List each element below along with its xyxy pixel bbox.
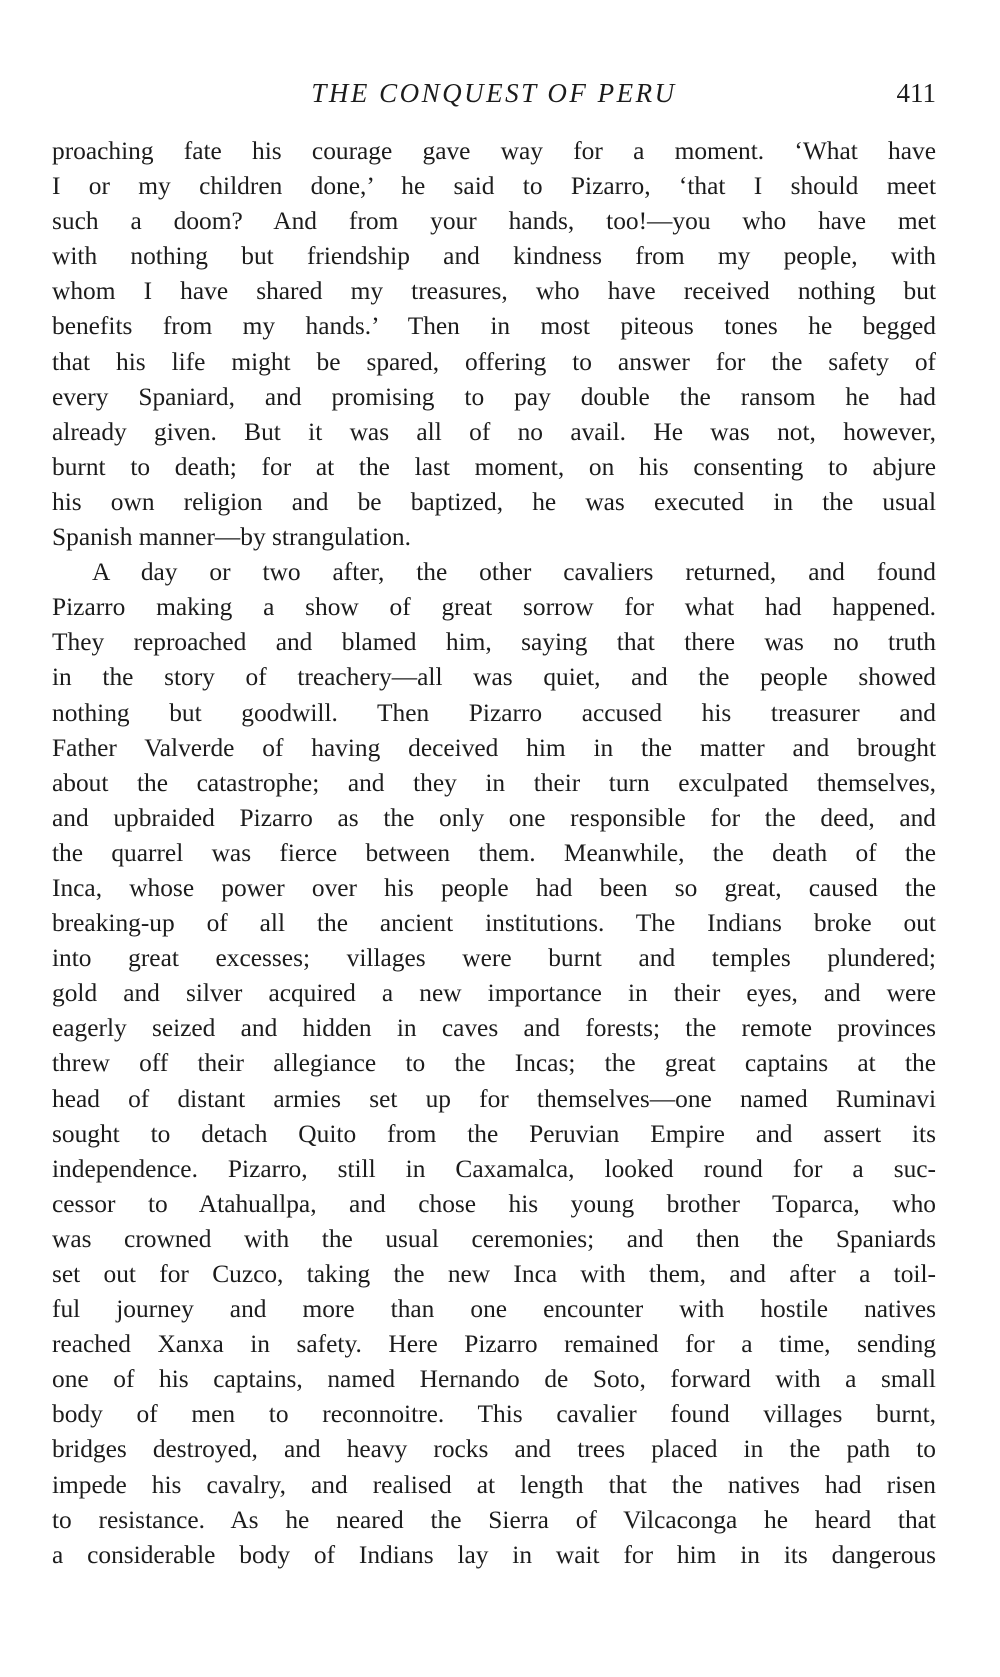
text-line: and upbraided Pizarro as the only one responsible for the deed, and [52,803,936,832]
text-line: Pizarro making a show of great sorrow for what had happened. [52,593,936,622]
text-line: bridges destroyed, and heavy rocks and trees placed in the path to [52,1435,936,1464]
text-line: Father Valverde of having deceived him in the matter and brought [52,733,936,762]
text-line: They reproached and blamed him, saying that there was no truth [52,628,936,657]
text-line: Inca, whose power over his people had been so great, caused the [52,873,936,902]
text-line: such a doom? And from your hands, too!—you who have met [52,207,936,236]
text-line: threw off their allegiance to the Incas; the great captains at the [52,1049,936,1078]
text-line: that his life might be spared, offering to answer for the safety of [52,347,936,376]
text-line: one of his captains, named Hernando de Soto, forward with a small [52,1365,936,1394]
text-line: cessor to Atahuallpa, and chose his young brother Toparca, who [52,1189,936,1218]
text-line: into great excesses; villages were burnt and temples plundered; [52,944,936,973]
text-line: his own religion and be baptized, he was executed in the usual [52,487,936,516]
text-line: head of distant armies set up for themselves—one named Ruminavi [52,1084,936,1113]
text-line: about the catastrophe; and they in their turn exculpated themselves, [52,768,936,797]
text-line: sought to detach Quito from the Peruvian Empire and assert its [52,1119,936,1148]
text-line: every Spaniard, and promising to pay double the ransom he had [52,382,936,411]
book-page [52,70,936,1573]
text-line: already given. But it was all of no avail. He was not, however, [52,417,936,446]
running-header [52,70,936,116]
body-text [52,134,936,1573]
text-line: Spanish manner—by strangulation. [52,523,411,552]
text-line: gold and silver acquired a new importance in their eyes, and were [52,979,936,1008]
text-line: ful journey and more than one encounter with hostile natives [52,1295,936,1324]
text-line: in the story of treachery—all was quiet, and the people showed [52,663,936,692]
page-number: 411 [896,78,936,108]
paragraph-2 [52,555,936,1573]
text-line: breaking-up of all the ancient institutions. The Indians broke out [52,909,936,938]
running-title: THE CONQUEST OF PERU [311,78,677,108]
text-line: independence. Pizarro, still in Caxamalca, looked round for a suc- [52,1154,936,1183]
text-line: a considerable body of Indians lay in wait for him in its dangerous [52,1540,936,1569]
paragraph-1 [52,134,936,555]
text-line: eagerly seized and hidden in caves and forests; the remote provinces [52,1014,936,1043]
text-line: A day or two after, the other cavaliers returned, and found [92,558,936,587]
text-line: was crowned with the usual ceremonies; and then the Spaniards [52,1224,936,1253]
text-line: body of men to reconnoitre. This cavalier found villages burnt, [52,1400,936,1429]
text-line: impede his cavalry, and realised at length that the natives had risen [52,1470,936,1499]
text-line: I or my children done,’ he said to Pizarro, ‘that I should meet [52,172,936,201]
text-line: to resistance. As he neared the Sierra of Vilcaconga he heard that [52,1505,936,1534]
text-line: proaching fate his courage gave way for a moment. ‘What have [52,137,936,165]
text-line: set out for Cuzco, taking the new Inca with them, and after a toil- [52,1260,936,1288]
text-line: nothing but goodwill. Then Pizarro accused his treasurer and [52,698,936,727]
text-line: the quarrel was fierce between them. Meanwhile, the death of the [52,838,936,867]
text-line: reached Xanxa in safety. Here Pizarro remained for a time, sending [52,1330,936,1359]
text-line: benefits from my hands.’ Then in most piteous tones he begged [52,312,936,341]
text-line: with nothing but friendship and kindness from my people, with [52,242,936,271]
text-line: burnt to death; for at the last moment, on his consenting to abjure [52,452,936,481]
text-line: whom I have shared my treasures, who have received nothing but [52,277,936,306]
